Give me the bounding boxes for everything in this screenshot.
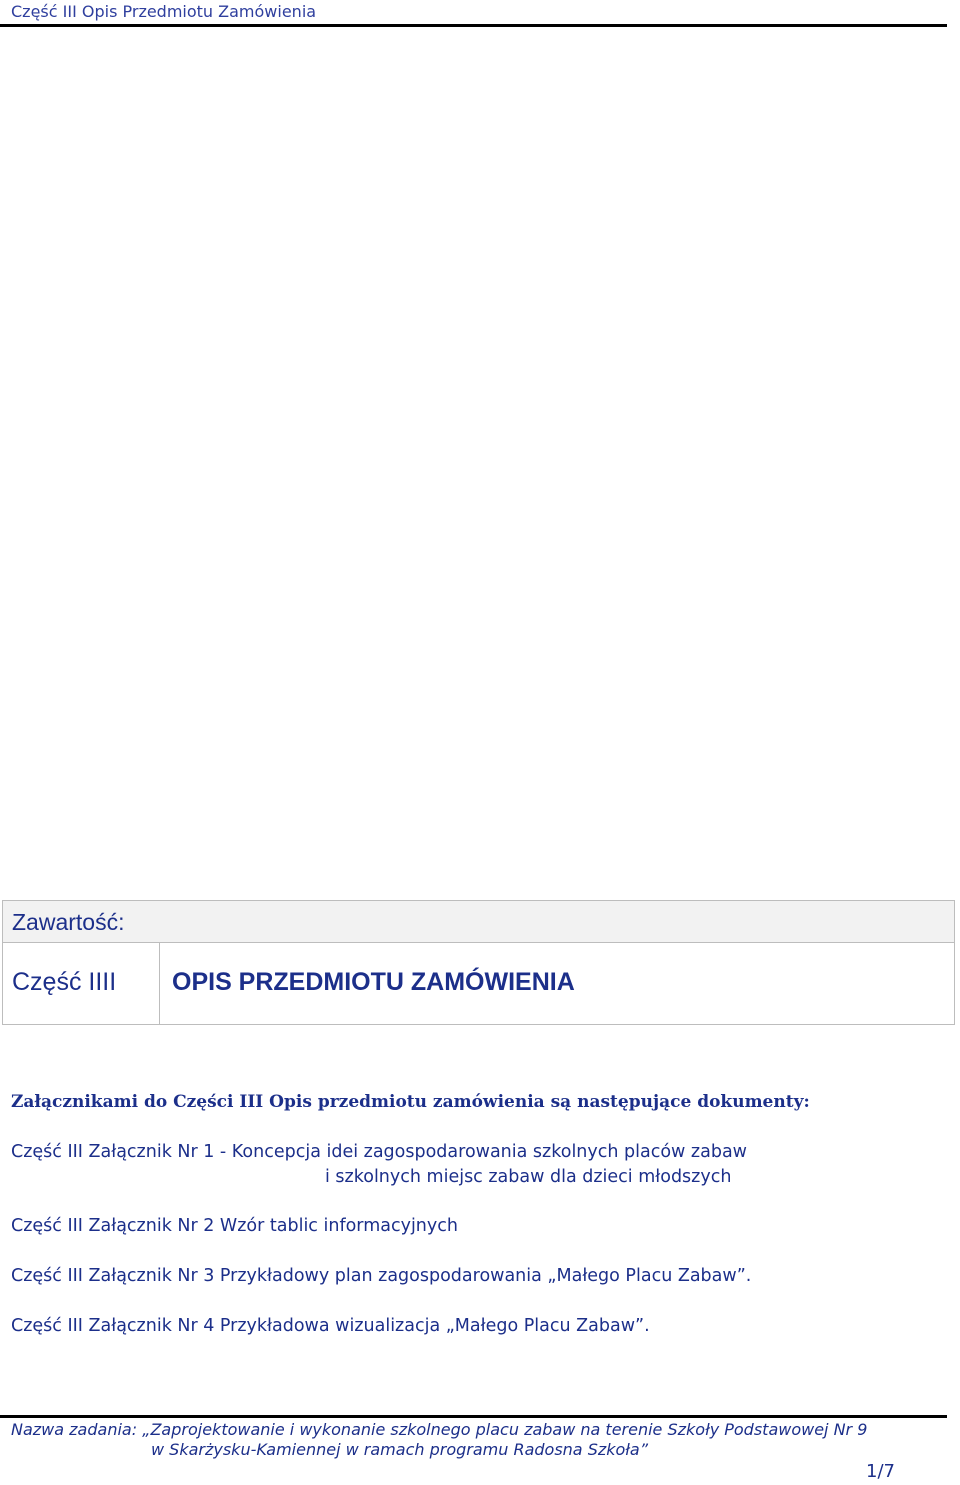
attachment-4: Część III Załącznik Nr 4 Przykładowa wizualizacja „Małego Placu Zabaw”. bbox=[11, 1316, 650, 1336]
header-rule bbox=[0, 24, 947, 27]
part-title: OPIS PRZEDMIOTU ZAMÓWIENIA bbox=[172, 968, 575, 996]
attachment-1-line-1: Część III Załącznik Nr 1 - Koncepcja idei zagospodarowania szkolnych placów zabaw bbox=[11, 1142, 747, 1162]
contents-heading: Zawartość: bbox=[12, 909, 125, 935]
contents-table bbox=[2, 900, 955, 1025]
attachment-1-line-2: i szkolnych miejsc zabaw dla dzieci młodszych bbox=[325, 1167, 732, 1187]
footer-rule bbox=[0, 1415, 947, 1418]
attachments-intro: Załącznikami do Części III Opis przedmiotu zamówienia są następujące dokumenty: bbox=[11, 1092, 810, 1112]
part-label: Część IIII bbox=[12, 968, 117, 996]
footer-task-line-2: w Skarżysku-Kamiennej w ramach programu Radosna Szkoła” bbox=[151, 1440, 648, 1459]
page-number: 1/7 bbox=[866, 1461, 895, 1482]
contents-heading-row bbox=[3, 901, 954, 943]
attachment-3: Część III Załącznik Nr 3 Przykładowy plan zagospodarowania „Małego Placu Zabaw”. bbox=[11, 1266, 752, 1286]
footer-task-line-1: Nazwa zadania: „Zaprojektowanie i wykonanie szkolnego placu zabaw na terenie Szkoły Podstawowej Nr 9 bbox=[11, 1420, 868, 1439]
contents-column-divider bbox=[159, 943, 160, 1025]
attachment-2: Część III Załącznik Nr 2 Wzór tablic informacyjnych bbox=[11, 1216, 458, 1236]
running-header: Część III Opis Przedmiotu Zamówienia bbox=[11, 2, 317, 21]
